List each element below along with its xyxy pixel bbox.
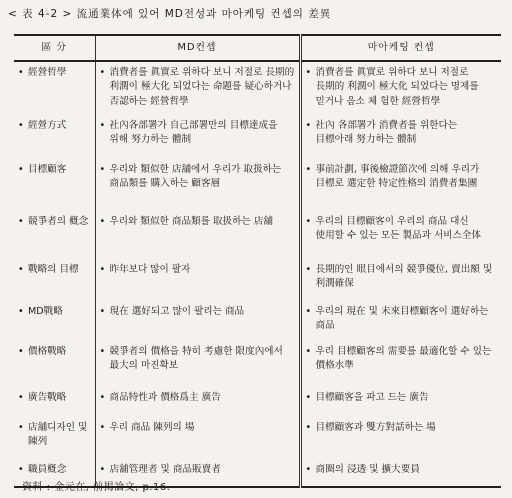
- bullet-icon: •: [305, 67, 312, 78]
- source-note: 資料 : 金元在, 前揭論文, p.16.: [22, 482, 171, 493]
- bullet-icon: •: [305, 464, 312, 475]
- bullet-icon: •: [99, 164, 106, 175]
- row-md-concept-cell: [95, 159, 300, 211]
- row-md-concept: 우리와 類似한 商品類를 取扱하는 店舖: [109, 216, 273, 227]
- header-marketing-concept: 마아케팅 컨셉: [300, 35, 501, 61]
- row-md-concept-cell: [95, 211, 300, 259]
- table-row: [14, 341, 501, 387]
- row-marketing-concept: 社內 各部署가 消費者를 위한다는 目標아래 努力하는 體制: [315, 120, 458, 146]
- row-marketing-concept: 消費者를 眞實로 위하다 보니 저절로 長期的 利潤이 極大化 되었다는 명제를 믿거나 음소 체 험한 經營哲學: [315, 67, 479, 107]
- table-row: [14, 115, 501, 159]
- row-category-cell: [14, 159, 95, 211]
- bullet-icon: •: [99, 216, 106, 227]
- bullet-icon: •: [305, 164, 312, 175]
- bullet-icon: •: [18, 464, 24, 475]
- bullet-icon: •: [99, 464, 106, 475]
- table-row: [14, 159, 501, 211]
- row-category-cell: [14, 61, 95, 115]
- bullet-icon: •: [99, 264, 106, 275]
- row-md-concept: 社內各部署가 自己部署만의 目標達成을 위해 努力하는 體制: [109, 120, 278, 146]
- header-row: [14, 35, 501, 61]
- row-marketing-concept: 우리의 現在 및 未來目標顧客이 選好하는 商品: [315, 306, 489, 332]
- row-marketing-concept-cell: [300, 301, 501, 341]
- row-md-concept: 우리 商品 陳列의 場: [109, 422, 195, 433]
- row-md-concept: 店舖管理者 및 商品販賣者: [109, 464, 221, 475]
- row-category: 價格戰略: [28, 346, 67, 357]
- row-marketing-concept-cell: [300, 211, 501, 259]
- row-marketing-concept: 長期的인 眼目에서의 競爭優位, 賣出額 및 利潤確保: [315, 264, 493, 290]
- row-md-concept-cell: [95, 259, 300, 301]
- row-md-concept-cell: [95, 341, 300, 387]
- bullet-icon: •: [18, 120, 24, 131]
- row-md-concept-cell: [95, 61, 300, 115]
- table-row: [14, 211, 501, 259]
- row-md-concept: 消費者를 眞實로 위하다 보니 저절로 長期的 利潤이 極大化 되었다는 命題를 疑心하거나 否認하는 經營哲學: [109, 67, 295, 107]
- bullet-icon: •: [99, 306, 106, 317]
- row-marketing-concept-cell: [300, 387, 501, 417]
- row-marketing-concept: 目標顧客을 파고 드는 廣告: [315, 392, 429, 403]
- table-row: [14, 61, 501, 115]
- bullet-icon: •: [18, 216, 24, 227]
- row-marketing-concept-cell: [300, 259, 501, 301]
- header-md-concept: MD컨셉: [95, 35, 300, 61]
- bullet-icon: •: [305, 392, 312, 403]
- bullet-icon: •: [305, 346, 312, 357]
- row-md-concept: 우리와 類似한 店舖에서 우리가 取扱하는 商品類를 購入하는 顧客層: [109, 164, 282, 190]
- bullet-icon: •: [18, 422, 24, 433]
- row-category: 戰略의 目標: [28, 264, 79, 275]
- row-category-cell: [14, 259, 95, 301]
- row-category: 經營哲學: [28, 67, 67, 78]
- bullet-icon: •: [18, 346, 24, 357]
- row-marketing-concept: 事前計劃, 事後檢證節次에 의해 우리가 目標로 選定한 特定性格의 消費者集團: [315, 164, 480, 190]
- row-category: MD戰略: [28, 306, 63, 317]
- table-row: [14, 259, 501, 301]
- table-row: [14, 417, 501, 459]
- header-category: 區 分: [14, 35, 95, 61]
- bullet-icon: •: [99, 67, 106, 78]
- row-md-concept: 競爭者의 價格을 特히 考慮한 限度內에서 最大의 마진확보: [109, 346, 283, 372]
- bullet-icon: •: [18, 67, 24, 78]
- row-md-concept: 現在 選好되고 많이 팔리는 商品: [109, 306, 245, 317]
- table-row: [14, 301, 501, 341]
- bullet-icon: •: [18, 264, 24, 275]
- bullet-icon: •: [305, 216, 312, 227]
- row-category-cell: [14, 301, 95, 341]
- row-category-cell: [14, 115, 95, 159]
- row-md-concept-cell: [95, 301, 300, 341]
- row-category-cell: [14, 387, 95, 417]
- bullet-icon: •: [18, 392, 24, 403]
- row-md-concept: 商品特性과 價格爲主 廣告: [109, 392, 221, 403]
- bullet-icon: •: [305, 120, 312, 131]
- bullet-icon: •: [99, 346, 106, 357]
- bullet-icon: •: [99, 392, 106, 403]
- row-marketing-concept: 우리의 目標顧客이 우리의 商品 대신 使用할 수 있는 모든 製品과 서비스全体: [315, 216, 481, 242]
- bullet-icon: •: [305, 264, 312, 275]
- row-md-concept-cell: [95, 115, 300, 159]
- table-title: < 表 4-2 > 流通業体에 있어 MD전성과 마아케팅 컨셉의 差異: [8, 8, 332, 20]
- bullet-icon: •: [99, 120, 106, 131]
- row-marketing-concept-cell: [300, 115, 501, 159]
- row-category-cell: [14, 211, 95, 259]
- row-category-cell: [14, 341, 95, 387]
- row-marketing-concept: 우리 目標顧客의 需要를 最適化할 수 있는 價格水準: [315, 346, 492, 372]
- row-category-cell: [14, 417, 95, 459]
- row-category: 店舖디자인 및 陳列: [28, 422, 88, 448]
- bullet-icon: •: [18, 306, 24, 317]
- row-marketing-concept-cell: [300, 159, 501, 211]
- bullet-icon: •: [18, 164, 24, 175]
- row-marketing-concept: 商圈의 浸透 및 擴大要員: [315, 464, 420, 475]
- row-md-concept-cell: [95, 417, 300, 459]
- row-category: 目標顧客: [28, 164, 67, 175]
- row-md-concept-cell: [95, 387, 300, 417]
- row-marketing-concept-cell: [300, 341, 501, 387]
- table-row: [14, 387, 501, 417]
- row-marketing-concept: 目標顧客과 雙方對話하는 場: [315, 422, 436, 433]
- bullet-icon: •: [305, 422, 312, 433]
- row-category: 經營方式: [28, 120, 67, 131]
- row-md-concept: 昨年보다 많이 팔자: [109, 264, 191, 275]
- row-marketing-concept-cell: [300, 417, 501, 459]
- row-marketing-concept-cell: [300, 61, 501, 115]
- row-category: 職員槪念: [28, 464, 67, 475]
- row-category: 廣告戰略: [28, 392, 67, 403]
- comparison-table: [14, 34, 501, 488]
- row-category: 競爭者의 槪念: [28, 216, 89, 227]
- row-marketing-concept-cell: [300, 459, 501, 487]
- bullet-icon: •: [305, 306, 312, 317]
- bullet-icon: •: [99, 422, 106, 433]
